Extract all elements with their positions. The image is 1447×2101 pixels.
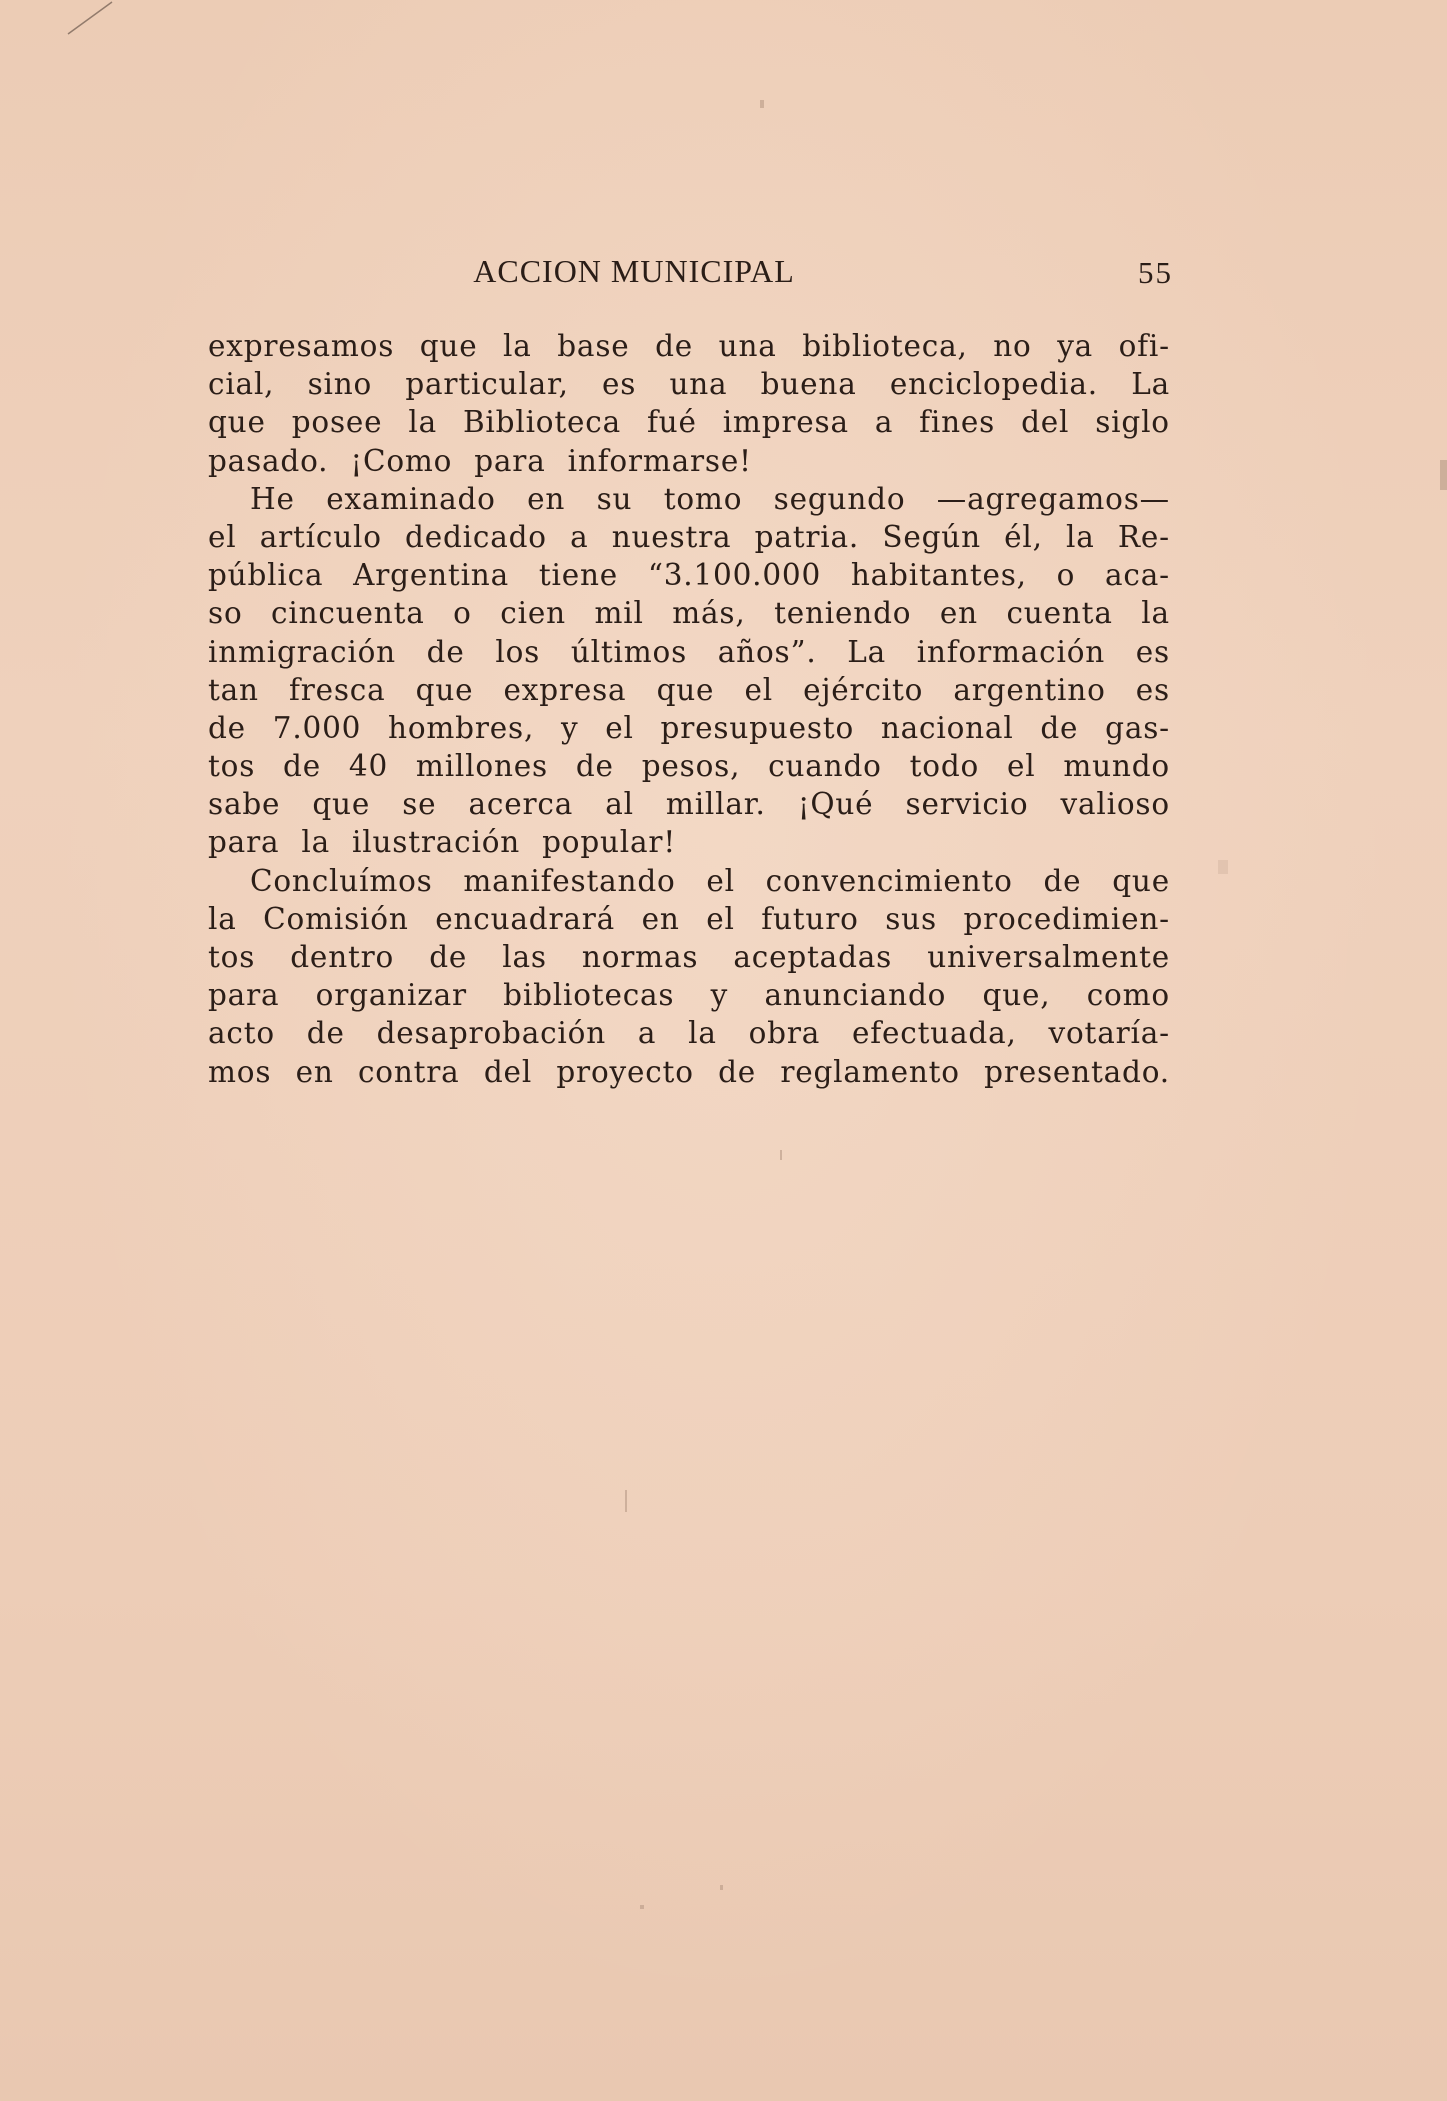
word: en xyxy=(939,596,978,631)
word: expresamos xyxy=(208,329,395,363)
text-line xyxy=(208,633,1170,671)
corner-scratch xyxy=(60,0,120,40)
word: cuenta xyxy=(1006,596,1113,631)
word: que xyxy=(419,329,478,363)
word: ¡Qué xyxy=(797,787,874,822)
word: del xyxy=(483,1054,533,1089)
word: para xyxy=(208,825,280,860)
word: ejército xyxy=(803,672,924,707)
word: y xyxy=(560,710,579,745)
paper-speck xyxy=(1218,860,1228,874)
word: él, xyxy=(1004,519,1043,554)
word: artículo xyxy=(259,519,382,554)
word: a xyxy=(637,1016,657,1051)
word: bibliotecas xyxy=(503,978,675,1013)
word: dedicado xyxy=(405,519,547,554)
word: proyecto xyxy=(556,1054,694,1089)
word: argentino xyxy=(953,672,1106,707)
word: so xyxy=(208,596,243,631)
word: fresca xyxy=(288,672,386,707)
word: de xyxy=(283,749,321,784)
word: “3.100.000 xyxy=(647,558,822,593)
word: que, xyxy=(982,978,1051,1013)
word: Concluímos xyxy=(250,863,433,898)
text-line xyxy=(208,556,1170,594)
running-title: ACCION MUNICIPAL xyxy=(473,253,795,289)
word: de xyxy=(1040,710,1079,745)
word: posee xyxy=(291,405,383,440)
word: gas- xyxy=(1105,710,1170,745)
word: años”. xyxy=(717,634,817,669)
text-line xyxy=(208,442,1170,480)
word: la xyxy=(503,329,532,363)
word: dentro xyxy=(290,940,395,974)
text-line xyxy=(208,1014,1170,1052)
word: es xyxy=(602,367,637,402)
word: acto xyxy=(208,1016,275,1051)
word: obra xyxy=(748,1016,821,1051)
word: aceptadas xyxy=(733,940,893,974)
word: en xyxy=(295,1054,334,1089)
word: nuestra xyxy=(611,519,732,554)
word: mos xyxy=(208,1054,272,1089)
word: ofi- xyxy=(1118,329,1170,363)
word: universalmente xyxy=(927,940,1170,974)
word: Biblioteca xyxy=(462,405,621,440)
word: la xyxy=(301,825,330,860)
word: millar. xyxy=(665,787,766,822)
word: que xyxy=(208,405,266,440)
word: el xyxy=(706,901,735,936)
word: Re- xyxy=(1117,519,1170,554)
word: el xyxy=(208,519,237,554)
word: de xyxy=(208,710,246,745)
word: Según xyxy=(882,519,981,554)
text-line xyxy=(208,862,1170,900)
word: últimos xyxy=(570,634,688,669)
text-line xyxy=(208,518,1170,556)
word: procedimien- xyxy=(963,901,1170,936)
text-line xyxy=(208,327,1170,365)
word: más, xyxy=(672,596,746,631)
word: como xyxy=(1086,978,1170,1013)
word: base xyxy=(557,329,630,363)
word: ilustración xyxy=(352,825,521,860)
word: de xyxy=(306,1016,345,1051)
word: millones xyxy=(415,749,548,784)
word: a xyxy=(570,519,589,554)
word: segundo xyxy=(773,481,906,516)
word: la xyxy=(688,1016,717,1051)
word: sus xyxy=(885,901,937,936)
word: de xyxy=(575,749,614,784)
word: manifestando xyxy=(463,863,676,898)
word: de xyxy=(429,940,468,974)
word: de xyxy=(655,329,694,363)
word: popular! xyxy=(542,825,676,860)
word: tan xyxy=(208,672,259,707)
word: el xyxy=(706,863,735,898)
word: particular, xyxy=(405,367,569,402)
word: a xyxy=(874,405,894,440)
word: contra xyxy=(357,1054,460,1089)
text-line xyxy=(208,709,1170,747)
word: que xyxy=(1112,863,1170,898)
word: teniendo xyxy=(774,596,912,631)
word: es xyxy=(1135,634,1170,669)
word: mil xyxy=(594,596,644,631)
word: hombres, xyxy=(388,710,535,745)
word: expresa xyxy=(503,672,627,707)
word: examinado xyxy=(326,481,496,516)
text-line xyxy=(208,976,1170,1014)
word: He xyxy=(250,481,295,516)
word: Argentina xyxy=(353,558,509,593)
text-line xyxy=(208,938,1170,976)
word: valioso xyxy=(1060,787,1170,822)
paper-speck xyxy=(720,1885,723,1890)
word: información xyxy=(916,634,1106,669)
word: desaprobación xyxy=(376,1016,607,1051)
word: siglo xyxy=(1095,405,1170,440)
word: presupuesto xyxy=(660,710,855,745)
text-line xyxy=(208,900,1170,938)
word: en xyxy=(641,901,680,936)
text-line xyxy=(208,1053,1170,1091)
paper-speck xyxy=(625,1490,627,1512)
word: patria. xyxy=(754,519,860,554)
paper-speck xyxy=(1440,460,1447,490)
word: tos xyxy=(208,749,256,784)
word: la xyxy=(1066,519,1095,554)
word: inmigración xyxy=(208,634,396,669)
word: sino xyxy=(307,367,373,402)
word: presentado. xyxy=(984,1054,1170,1089)
word: de xyxy=(426,634,465,669)
word: del xyxy=(1021,405,1070,440)
word: el xyxy=(605,710,634,745)
word: cien xyxy=(500,596,566,631)
word: convencimiento xyxy=(765,863,1013,898)
word: su xyxy=(596,481,633,516)
word: para xyxy=(474,443,546,478)
word: habitantes, xyxy=(850,558,1027,593)
word: se xyxy=(402,787,437,822)
paper-speck xyxy=(780,1150,782,1160)
paper-speck xyxy=(640,1905,644,1909)
word: —agregamos— xyxy=(936,481,1170,516)
word: encuadrará xyxy=(435,901,616,936)
word: el xyxy=(744,672,773,707)
word: una xyxy=(669,367,728,402)
body-text xyxy=(208,327,1170,1091)
word: nacional xyxy=(880,710,1014,745)
word: tiene xyxy=(538,558,619,593)
word: organizar xyxy=(315,978,467,1013)
word: la xyxy=(408,405,437,440)
word: biblioteca, xyxy=(802,329,968,363)
word: mundo xyxy=(1063,749,1170,784)
word: normas xyxy=(581,940,699,974)
word: pasado. xyxy=(208,443,329,478)
word: que xyxy=(312,787,371,822)
word: reglamento xyxy=(780,1054,960,1089)
word: anunciando xyxy=(764,978,947,1013)
text-line xyxy=(208,747,1170,785)
word: y xyxy=(710,978,729,1013)
word: votaría- xyxy=(1048,1016,1170,1051)
word: Comisión xyxy=(263,901,409,936)
word: para xyxy=(208,978,280,1013)
word: pesos, xyxy=(641,749,741,784)
word: 7.000 xyxy=(272,710,362,745)
word: fines xyxy=(919,405,996,440)
word: que xyxy=(415,672,474,707)
word: sabe xyxy=(208,787,281,822)
word: que xyxy=(656,672,715,707)
word: impresa xyxy=(722,405,849,440)
word: una xyxy=(718,329,777,363)
word: 40 xyxy=(348,749,389,784)
word: de xyxy=(718,1054,757,1089)
word: informarse! xyxy=(567,443,752,478)
word: acerca xyxy=(468,787,574,822)
word: los xyxy=(495,634,541,669)
running-head xyxy=(205,253,1173,297)
word: es xyxy=(1135,672,1170,707)
word: ya xyxy=(1057,329,1094,363)
word: La xyxy=(1131,367,1170,402)
paper-speck xyxy=(760,100,764,108)
word: pública xyxy=(208,558,324,593)
word: en xyxy=(527,481,566,516)
word: el xyxy=(1006,749,1036,784)
word: ¡Como xyxy=(350,443,453,478)
word: o xyxy=(1056,558,1076,593)
word: de xyxy=(1043,863,1082,898)
word: La xyxy=(847,634,887,669)
word: aca- xyxy=(1105,558,1170,593)
text-line xyxy=(208,403,1170,441)
text-line xyxy=(208,594,1170,632)
word: las xyxy=(502,940,547,974)
word: fué xyxy=(646,405,697,440)
text-line xyxy=(208,823,1170,861)
text-line xyxy=(208,671,1170,709)
word: futuro xyxy=(761,901,859,936)
word: tomo xyxy=(663,481,743,516)
word: buena xyxy=(760,367,857,402)
word: la xyxy=(1141,596,1170,631)
word: no xyxy=(993,329,1032,363)
word: la xyxy=(208,901,237,936)
word: o xyxy=(453,596,472,631)
text-line xyxy=(208,480,1170,518)
word: cial, xyxy=(208,367,275,402)
word: cincuenta xyxy=(271,596,425,631)
word: tos xyxy=(208,940,256,974)
word: enciclopedia. xyxy=(889,367,1098,402)
word: al xyxy=(605,787,634,822)
page-number: 55 xyxy=(1138,255,1173,290)
text-line xyxy=(208,785,1170,823)
word: efectuada, xyxy=(852,1016,1017,1051)
word: cuando xyxy=(768,749,882,784)
text-line xyxy=(208,365,1170,403)
word: todo xyxy=(909,749,980,784)
word: servicio xyxy=(905,787,1029,822)
